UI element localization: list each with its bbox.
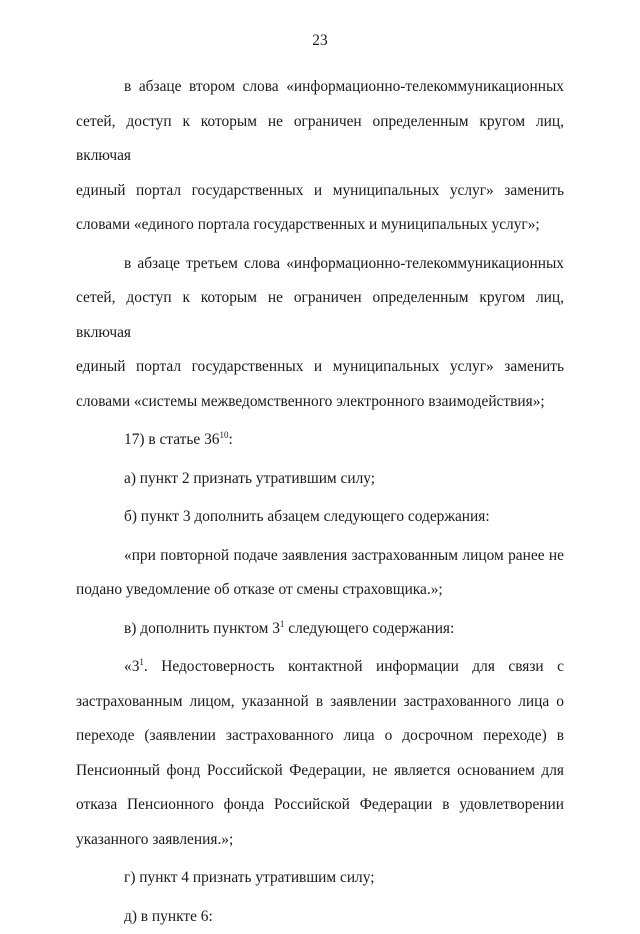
paragraph-point-3-1 (76, 650, 564, 857)
paragraph-item-v (76, 612, 564, 647)
text-line: единый портал государственных и муниципальных услуг» заменить (76, 174, 564, 209)
text-line: в абзаце третьем слова «информационно-телекоммуникационных (76, 247, 564, 282)
text-line: в абзаце втором слова «информационно-телекоммуникационных (76, 70, 564, 105)
superscript: 1 (139, 657, 144, 667)
paragraph-item-a: а) пункт 2 признать утратившим силу; (76, 462, 564, 497)
paragraph-1 (76, 70, 564, 243)
text-run: в) дополнить пунктом 3 (124, 620, 280, 637)
text-line: подано уведомление об отказе от смены страховщика.»; (76, 573, 564, 608)
paragraph-article-36 (76, 423, 564, 458)
text-run: следующего содержания: (284, 620, 454, 637)
superscript: 10 (219, 430, 228, 440)
paragraph-item-b: б) пункт 3 дополнить абзацем следующего содержания: (76, 500, 564, 535)
text-line: сетей, доступ к которым не ограничен определенным кругом лиц, включая (76, 105, 564, 174)
text-line: указанного заявления.»; (76, 823, 564, 858)
text-line: отказа Пенсионного фонда Российской Федерации в удовлетворении (76, 788, 564, 823)
page-number: 23 (0, 32, 640, 50)
paragraph-quote (76, 539, 564, 608)
text-line: переходе (заявлении застрахованного лица о досрочном переходе) в (76, 719, 564, 754)
superscript: 1 (280, 618, 285, 628)
paragraph-2 (76, 247, 564, 420)
text-line: словами «системы межведомственного электронного взаимодействия»; (76, 385, 564, 420)
text-line: застрахованным лицом, указанной в заявлении застрахованного лица о (76, 685, 564, 720)
document-body (76, 70, 564, 934)
text-run: : (228, 431, 232, 448)
text-run: 17) в статье 36 (124, 431, 219, 448)
text-line: единый портал государственных и муниципальных услуг» заменить (76, 350, 564, 385)
text-run: «3 (124, 658, 139, 675)
text-line: сетей, доступ к которым не ограничен определенным кругом лиц, включая (76, 281, 564, 350)
paragraph-item-g: г) пункт 4 признать утратившим силу; (76, 861, 564, 896)
text-line: «при повторной подаче заявления застрахованным лицом ранее не (76, 539, 564, 574)
text-run: . Недостоверность контактной информации для связи с (144, 658, 564, 675)
text-line (76, 650, 564, 685)
paragraph-item-d: д) в пункте 6: (76, 900, 564, 934)
text-line: словами «единого портала государственных и муниципальных услуг»; (76, 208, 564, 243)
text-line: Пенсионный фонд Российской Федерации, не является основанием для (76, 754, 564, 789)
